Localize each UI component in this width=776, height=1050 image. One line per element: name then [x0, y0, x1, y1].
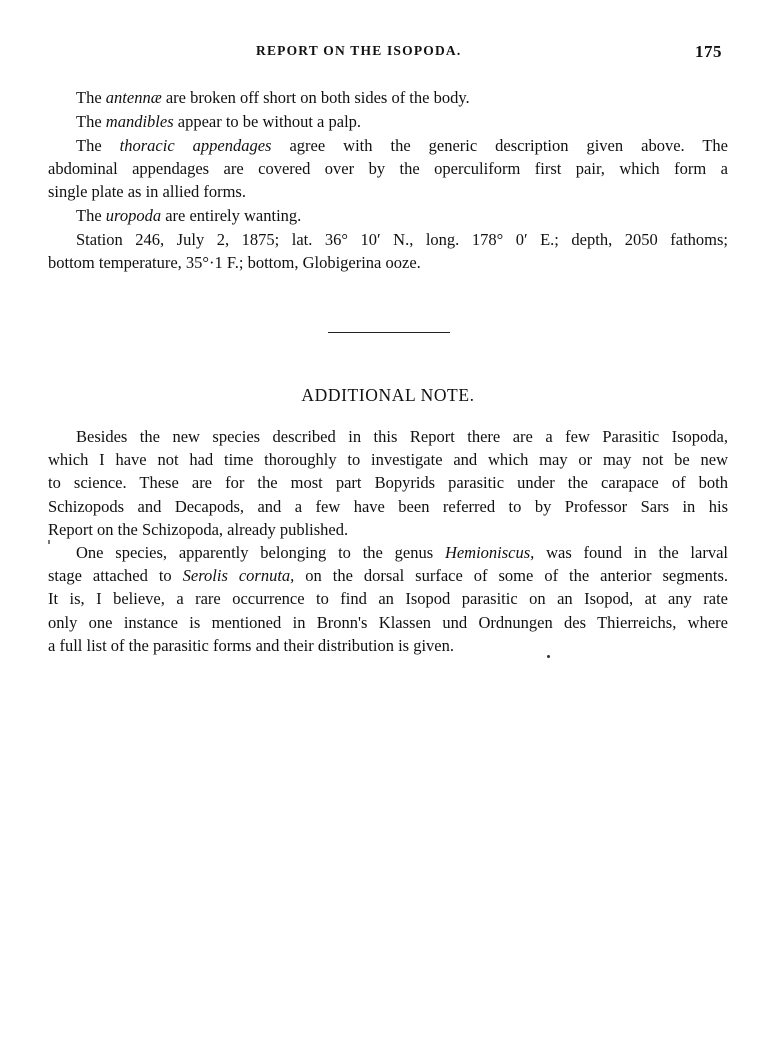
uropoda-paragraph: [48, 204, 728, 227]
print-speck: [547, 655, 550, 658]
species-serolis-cornuta: Serolis cornuta,: [182, 566, 295, 586]
paragraph-line: which I have not had time thoroughly to investigate and which may or may not be new: [48, 450, 728, 470]
paragraph-line: It is, I believe, a rare occurrence to find an Isopod parasitic on an Isopod, at any rate: [48, 589, 728, 609]
text-run: The: [76, 206, 106, 225]
text-run: appear to be without a palp.: [173, 112, 362, 131]
paragraph-line: [48, 134, 728, 157]
term-thoracic-appendages: thoracic appendages: [119, 136, 272, 155]
term-antennae: antennæ: [105, 88, 162, 107]
paragraph-line: [48, 541, 728, 564]
mandibles-paragraph: [48, 110, 728, 133]
note-paragraph-2: [48, 541, 728, 657]
genus-hemioniscus: Hemioniscus,: [444, 543, 535, 562]
term-uropoda: uropoda: [105, 206, 162, 225]
text-run: was found in the larval: [534, 543, 728, 562]
paragraph-line: Report on the Schizopoda, already published.: [48, 519, 349, 539]
paragraph-line: only one instance is mentioned in Bronn's Klassen und Ordnungen des Thierreichs, where: [48, 612, 728, 632]
paragraph-line: abdominal appendages are covered over by the operculiform first pair, which form a: [48, 159, 728, 179]
running-head: [0, 43, 776, 65]
paragraph-line: Besides the new species described in this Report there are a few Parasitic Isopoda,: [76, 427, 728, 446]
paragraph-line: a full list of the parasitic forms and their distribution is given.: [48, 635, 455, 655]
text-run: The: [76, 112, 106, 131]
thoracic-paragraph: [48, 134, 728, 204]
paragraph-line: bottom temperature, 35°·1 F.; bottom, Globigerina ooze.: [48, 253, 421, 273]
paragraph-line: single plate as in allied forms.: [48, 182, 246, 202]
paragraph-line: [48, 86, 728, 109]
text-run: are broken off short on both sides of the body.: [161, 88, 470, 107]
page-number: 175: [695, 42, 722, 61]
term-mandibles: mandibles: [105, 112, 174, 131]
station-paragraph: [48, 228, 728, 274]
antennae-paragraph: [48, 86, 728, 109]
text-run: The: [76, 136, 120, 155]
paragraph-line: [48, 564, 728, 587]
text-run: agree with the generic description given above. The: [271, 136, 728, 155]
text-run: One species, apparently belonging to the genus: [76, 543, 445, 562]
section-heading: ADDITIONAL NOTE.: [301, 385, 475, 405]
paragraph-line: Station 246, July 2, 1875; lat. 36° 10′ N., long. 178° 0′ E.; depth, 2050 fathoms;: [76, 230, 728, 249]
running-title: REPORT ON THE ISOPODA.: [256, 43, 462, 58]
text-run: are entirely wanting.: [161, 206, 302, 225]
text-run: stage attached to: [48, 566, 183, 586]
paragraph-line: [48, 110, 728, 133]
paragraph-line: [48, 204, 728, 227]
paragraph-line: to science. These are for the most part Bopyrids parasitic under the carapace of both: [48, 473, 728, 493]
note-paragraph-1: [48, 425, 728, 541]
paragraph-line: Schizopods and Decapods, and a few have been referred to by Professor Sars in his: [48, 496, 728, 516]
section-divider: [328, 332, 450, 333]
text-run: The: [76, 88, 106, 107]
text-run: on the dorsal surface of some of the anterior segments.: [294, 566, 728, 586]
